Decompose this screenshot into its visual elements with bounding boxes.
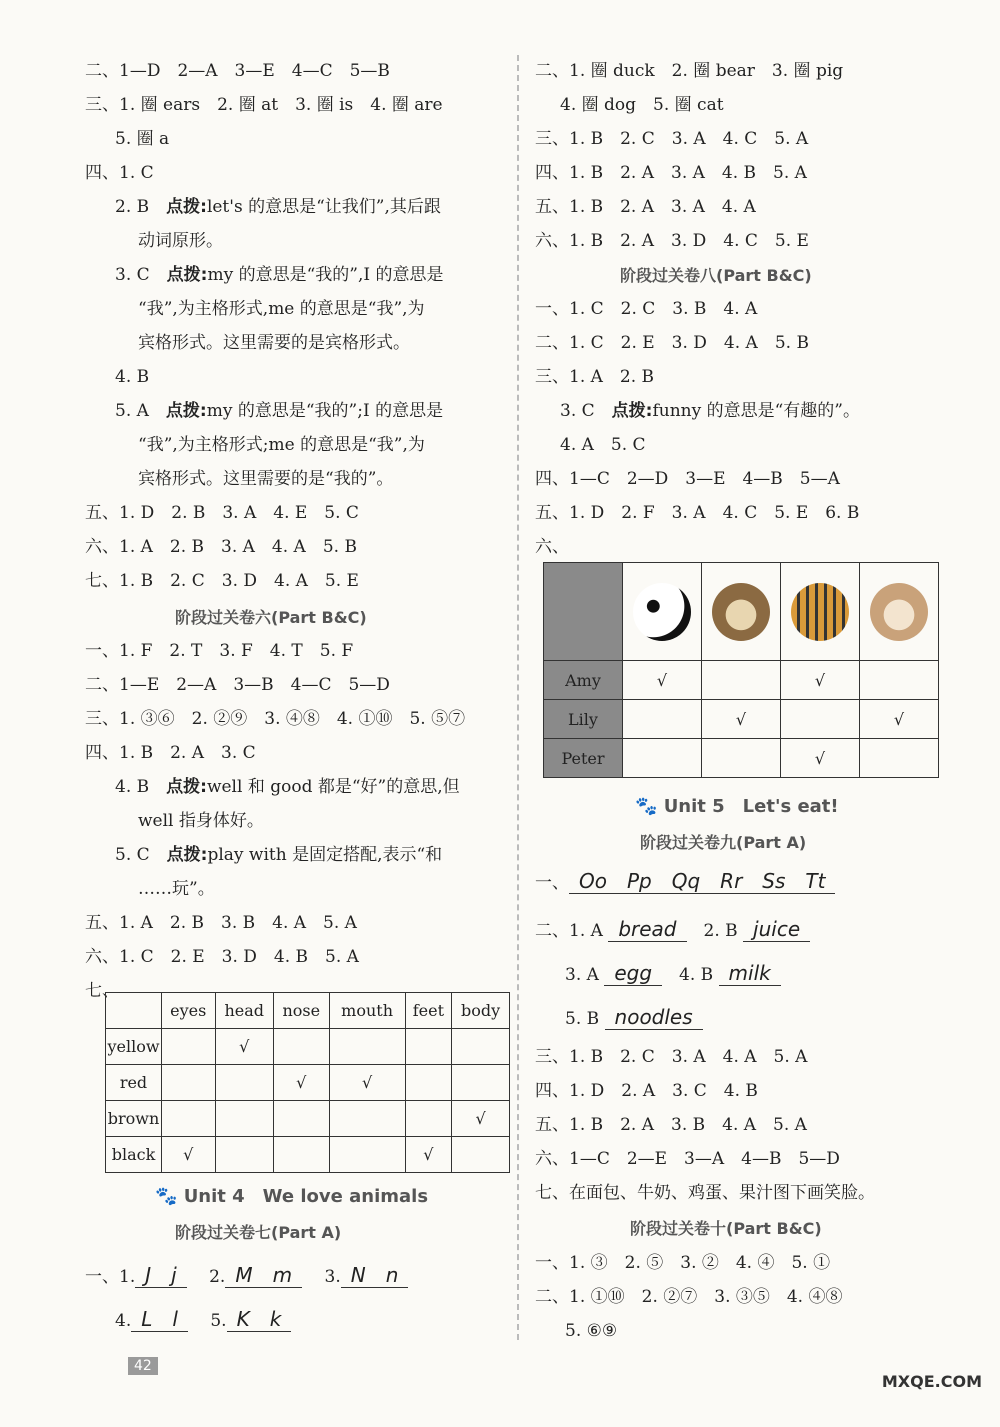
answer-line: 一、1. ③ 2. ⑤ 3. ② 4. ④ 5. ①: [535, 1253, 831, 1273]
table-cell: [273, 1137, 329, 1173]
word-line: 5. B noodles: [565, 1006, 703, 1030]
table-cell: yellow: [106, 1029, 162, 1065]
table-cell: Amy: [544, 661, 623, 700]
answer-line: 七、: [85, 981, 119, 1001]
table-header: eyes: [162, 993, 216, 1029]
tip-line: ……玩”。: [138, 879, 215, 899]
table-header: nose: [273, 993, 329, 1029]
section-title: 阶段过关卷九(Part A): [640, 833, 807, 852]
answer-line: 五、1. A 2. B 3. B 4. A 5. A: [85, 913, 357, 933]
tip-line: 动词原形。: [138, 231, 223, 251]
tip-line: “我”,为主格形式,me 的意思是“我”,为: [138, 299, 425, 319]
answer-line: 六、1—C 2—E 3—A 4—B 5—D: [535, 1149, 840, 1169]
table-cell: [860, 739, 939, 778]
table-cell: [329, 1029, 405, 1065]
column-divider: [517, 55, 519, 1340]
unit-title: 🐾 Unit 5 Let's eat!: [635, 796, 839, 817]
tip-line: 3. C 点拨:my 的意思是“我的”,I 的意思是: [115, 265, 444, 285]
table-header: mouth: [329, 993, 405, 1029]
tiger-picture: [781, 563, 860, 661]
answer-line: 四、1—C 2—D 3—E 4—B 5—A: [535, 469, 840, 489]
table-cell: Lily: [544, 700, 623, 739]
answer-line: 六、1. A 2. B 3. A 4. A 5. B: [85, 537, 357, 557]
table-cell: black: [106, 1137, 162, 1173]
table-cell: Peter: [544, 739, 623, 778]
answer-line: 四、1. B 2. A 3. A 4. B 5. A: [535, 163, 807, 183]
answer-line: 七、1. B 2. C 3. D 4. A 5. E: [85, 571, 359, 591]
answer-line: 二、1—E 2—A 3—B 4—C 5—D: [85, 675, 390, 695]
answer-line: 三、1. B 2. C 3. A 4. C 5. A: [535, 129, 809, 149]
table-cell: √: [623, 661, 702, 700]
answer-line: 三、1. 圈 ears 2. 圈 at 3. 圈 is 4. 圈 are: [85, 95, 443, 115]
unit-title: 🐾 Unit 4 We love animals: [155, 1186, 429, 1207]
table-cell: [329, 1101, 405, 1137]
answer-line: 七、在面包、牛奶、鸡蛋、果汁图下画笑脸。: [535, 1183, 875, 1203]
tip-line: 2. B 点拨:let's 的意思是“让我们”,其后跟: [115, 197, 441, 217]
table-cell: √: [405, 1137, 452, 1173]
answer-line: 4. 圈 dog 5. 圈 cat: [560, 95, 724, 115]
table-cell: brown: [106, 1101, 162, 1137]
table-cell: [215, 1065, 273, 1101]
answer-line: 二、1—D 2—A 3—E 4—C 5—B: [85, 61, 390, 81]
answer-line: 一、1. F 2. T 3. F 4. T 5. F: [85, 641, 354, 661]
animal-table: [543, 562, 939, 778]
answer-line: 三、1. A 2. B: [535, 367, 655, 387]
paw-icon: 🐾: [635, 796, 664, 817]
letter-line: 一、1. J j 2. M m 3. N n: [85, 1264, 408, 1288]
word-line: 二、1. A bread 2. B juice: [535, 918, 810, 942]
answer-line: 一、1. C 2. C 3. B 4. A: [535, 299, 758, 319]
tip-line: 5. C 点拨:play with 是固定搭配,表示“和: [115, 845, 443, 865]
answer-line: 二、1. 圈 duck 2. 圈 bear 3. 圈 pig: [535, 61, 844, 81]
answer-line: 五、1. B 2. A 3. B 4. A 5. A: [535, 1115, 807, 1135]
table-cell: [452, 1137, 510, 1173]
answer-line: 4. A 5. C: [560, 435, 646, 455]
table-cell: √: [781, 661, 860, 700]
table-cell: [329, 1137, 405, 1173]
table-cell: [162, 1065, 216, 1101]
table-cell: [273, 1029, 329, 1065]
tip-line: 3. C 点拨:funny 的意思是“有趣的”。: [560, 401, 860, 421]
letter-line: 一、 Oo Pp Qq Rr Ss Tt: [535, 870, 835, 894]
paw-icon: 🐾: [155, 1186, 184, 1207]
answer-line: 5. 圈 a: [115, 129, 170, 149]
body-color-table: [105, 992, 510, 1173]
monkey-picture: [702, 563, 781, 661]
answer-line: 六、1. B 2. A 3. D 4. C 5. E: [535, 231, 809, 251]
table-cell: √: [215, 1029, 273, 1065]
section-title: 阶段过关卷十(Part B&C): [630, 1219, 822, 1238]
answer-line: 六、1. C 2. E 3. D 4. B 5. A: [85, 947, 359, 967]
table-cell: [405, 1029, 452, 1065]
word-line: 3. A egg 4. B milk: [565, 962, 781, 986]
table-cell: [273, 1101, 329, 1137]
table-cell: [162, 1029, 216, 1065]
table-header: body: [452, 993, 510, 1029]
section-title: 阶段过关卷七(Part A): [175, 1223, 342, 1242]
tip-line: “我”,为主格形式;me 的意思是“我”,为: [138, 435, 425, 455]
answer-line: 五、1. B 2. A 3. A 4. A: [535, 197, 756, 217]
table-cell: [623, 700, 702, 739]
table-cell: √: [329, 1065, 405, 1101]
tip-line: 4. B: [115, 367, 150, 387]
table-cell: √: [162, 1137, 216, 1173]
tip-line: 4. B 点拨:well 和 good 都是“好”的意思,但: [115, 777, 460, 797]
table-cell: [860, 661, 939, 700]
table-header: feet: [405, 993, 452, 1029]
answer-line: 三、1. ③⑥ 2. ②⑨ 3. ④⑧ 4. ①⑩ 5. ⑤⑦: [85, 709, 466, 729]
table-cell: √: [702, 700, 781, 739]
table-cell: [623, 739, 702, 778]
answer-line: 四、1. C: [85, 163, 154, 183]
tip-line: 5. A 点拨:my 的意思是“我的”;I 的意思是: [115, 401, 444, 421]
answer-line: 5. ⑥⑨: [565, 1321, 618, 1341]
table-header: [544, 563, 623, 661]
letter-line: 4. L l 5. K k: [115, 1308, 291, 1332]
table-cell: [215, 1137, 273, 1173]
panda-picture: [623, 563, 702, 661]
table-cell: √: [781, 739, 860, 778]
watermark-text: MXQE.COM: [881, 1372, 982, 1391]
table-cell: [702, 661, 781, 700]
table-header: head: [215, 993, 273, 1029]
bear-picture: [860, 563, 939, 661]
answer-line: 五、1. D 2. B 3. A 4. E 5. C: [85, 503, 359, 523]
table-cell: √: [860, 700, 939, 739]
table-cell: [162, 1101, 216, 1137]
table-cell: [702, 739, 781, 778]
tip-line: well 指身体好。: [138, 811, 264, 831]
table-header: [106, 993, 162, 1029]
table-cell: [405, 1065, 452, 1101]
table-cell: [781, 700, 860, 739]
table-cell: √: [452, 1101, 510, 1137]
table-cell: red: [106, 1065, 162, 1101]
tip-line: 宾格形式。这里需要的是宾格形式。: [138, 333, 410, 353]
table-cell: [452, 1065, 510, 1101]
section-title: 阶段过关卷八(Part B&C): [620, 266, 812, 285]
answer-line: 二、1. C 2. E 3. D 4. A 5. B: [535, 333, 809, 353]
answer-line: 二、1. ①⑩ 2. ②⑦ 3. ③⑤ 4. ④⑧: [535, 1287, 843, 1307]
page-number: 42: [128, 1357, 158, 1375]
table-cell: [405, 1101, 452, 1137]
table-cell: √: [273, 1065, 329, 1101]
answer-line: 五、1. D 2. F 3. A 4. C 5. E 6. B: [535, 503, 860, 523]
answer-line: 六、: [535, 537, 569, 557]
tip-line: 宾格形式。这里需要的是“我的”。: [138, 469, 394, 489]
answer-line: 四、1. B 2. A 3. C: [85, 743, 256, 763]
table-cell: [452, 1029, 510, 1065]
table-cell: [215, 1101, 273, 1137]
section-title: 阶段过关卷六(Part B&C): [175, 608, 367, 627]
answer-line: 四、1. D 2. A 3. C 4. B: [535, 1081, 758, 1101]
answer-line: 三、1. B 2. C 3. A 4. A 5. A: [535, 1047, 808, 1067]
